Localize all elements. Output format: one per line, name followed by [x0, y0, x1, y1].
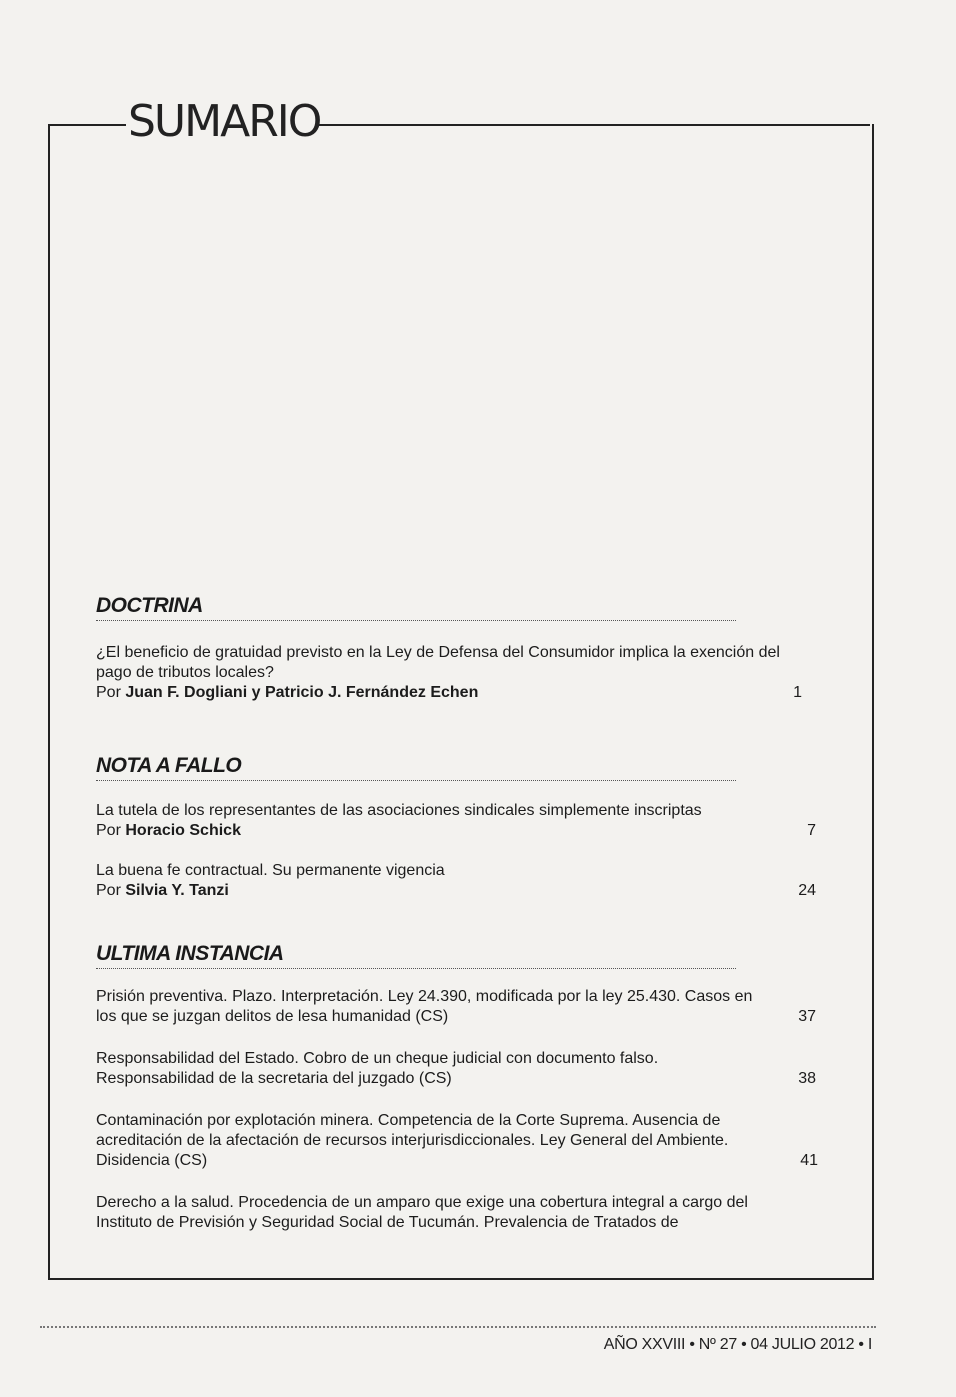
toc-entry[interactable]	[96, 643, 802, 703]
entry-title: La tutela de los representantes de las asociaciones sindicales simplemente inscriptas	[96, 802, 702, 819]
entry-title: Derecho a la salud. Procedencia de un amparo que exige una cobertura integral a cargo del Instituto de Previsión y Seguridad Social de Tucumán. Prevalencia de Tratados de	[96, 1194, 748, 1231]
entry-byline	[96, 881, 816, 901]
entry-title: Prisión preventiva. Plazo. Interpretación. Ley 24.390, modificada por la ley 25.430. Casos en los que se juzgan delitos de lesa humanidad (CS)	[96, 988, 753, 1025]
toc-entry[interactable]	[96, 861, 816, 901]
entry-authors: Juan F. Dogliani y Patricio J. Fernández Echen	[125, 684, 479, 701]
entry-page-number: 1	[793, 684, 802, 701]
entry-page-number: 38	[798, 1070, 816, 1087]
entry-title: ¿El beneficio de gratuidad previsto en la Ley de Defensa del Consumidor implica la exención del pago de tributos locales?	[96, 644, 780, 681]
section-heading: NOTA A FALLO	[96, 754, 736, 781]
toc-entry[interactable]	[96, 987, 816, 1027]
section-heading: ULTIMA INSTANCIA	[96, 942, 736, 969]
byline-prefix: Por	[96, 822, 121, 839]
entry-byline	[96, 683, 796, 703]
entry-page-number: 37	[798, 1008, 816, 1025]
entry-title: Contaminación por explotación minera. Competencia de la Corte Suprema. Ausencia de acreditación de la afectación de recursos interjurisdiccionales. Ley General del Ambiente. Disidencia (CS)	[96, 1112, 729, 1169]
entry-page-number: 41	[800, 1152, 818, 1169]
entry-title: Responsabilidad del Estado. Cobro de un cheque judicial con documento falso. Responsabilidad de la secretaria del juzgado (CS)	[96, 1050, 659, 1087]
entry-page-number: 7	[807, 822, 816, 839]
toc-entry[interactable]	[96, 1111, 818, 1171]
section-ultima-instancia	[96, 942, 826, 1233]
entry-authors: Horacio Schick	[125, 822, 241, 839]
section-doctrina	[96, 594, 826, 703]
section-nota-a-fallo	[96, 754, 826, 901]
toc-entry[interactable]	[96, 1193, 776, 1233]
footer-divider	[40, 1326, 876, 1328]
toc-entry[interactable]	[96, 801, 816, 841]
entry-authors: Silvia Y. Tanzi	[125, 882, 229, 899]
entry-byline	[96, 821, 816, 841]
entry-page-number: 24	[798, 882, 816, 899]
page-title: SUMARIO	[128, 96, 321, 147]
entry-title: La buena fe contractual. Su permanente vigencia	[96, 862, 445, 879]
byline-prefix: Por	[96, 882, 121, 899]
toc-entry[interactable]	[96, 1049, 816, 1089]
byline-prefix: Por	[96, 684, 121, 701]
issue-footer: AÑO XXVIII • Nº 27 • 04 JULIO 2012 • I	[603, 1336, 872, 1353]
section-heading: DOCTRINA	[96, 594, 736, 621]
